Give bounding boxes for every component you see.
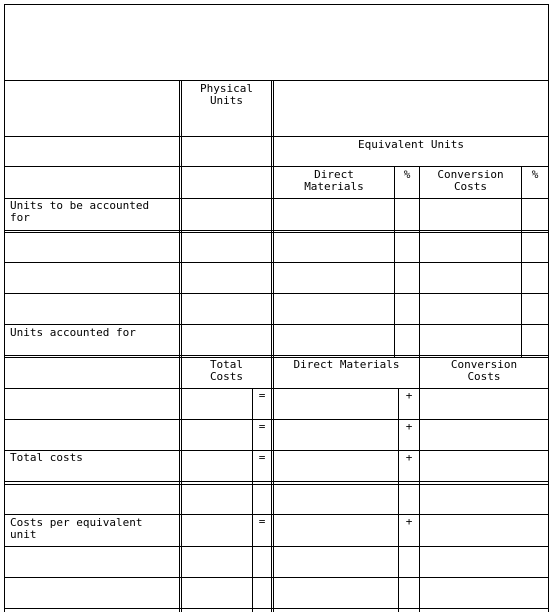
rule-v-181 bbox=[181, 80, 182, 612]
rule-h-324 bbox=[4, 324, 549, 325]
direct-materials-header: Direct Materials bbox=[304, 168, 364, 193]
rule-h-136 bbox=[4, 136, 549, 137]
cc-percent-header: % bbox=[531, 168, 539, 181]
units-accounted-for-label: Units accounted for bbox=[10, 326, 136, 339]
rule-h-355 bbox=[4, 355, 549, 356]
costs-per-equivalent-unit-label: Costs per equivalent unit bbox=[10, 516, 143, 541]
rule-h-293 bbox=[4, 293, 549, 294]
equals-sign: = bbox=[258, 515, 266, 528]
rule-h-419 bbox=[4, 419, 549, 420]
rule-v-271 bbox=[271, 80, 272, 612]
rule-h-484 bbox=[4, 484, 549, 485]
rule-h-230 bbox=[4, 230, 549, 231]
direct-materials-cost-header: Direct Materials bbox=[293, 358, 400, 371]
plus-sign: + bbox=[405, 515, 413, 528]
rule-h-166 bbox=[4, 166, 549, 167]
rule-h-232 bbox=[4, 232, 549, 233]
rule-h-450 bbox=[4, 450, 549, 451]
rule-h-388 bbox=[4, 388, 549, 389]
equivalent-units-header: Equivalent Units bbox=[358, 138, 464, 151]
rule-v-394 bbox=[394, 166, 395, 357]
border-right bbox=[548, 4, 549, 612]
rule-h-481 bbox=[4, 481, 549, 482]
physical-units-header: Physical Units bbox=[200, 82, 253, 107]
border-left bbox=[4, 4, 5, 612]
units-to-be-accounted-for-label: Units to be accounted for bbox=[10, 199, 150, 224]
equals-sign: = bbox=[258, 420, 266, 433]
plus-sign: + bbox=[405, 389, 413, 402]
total-costs-header: Total Costs bbox=[209, 358, 244, 383]
conversion-costs-cost-header: Conversion Costs bbox=[450, 358, 518, 383]
rule-h-577 bbox=[4, 577, 549, 578]
equals-sign: = bbox=[258, 451, 266, 464]
rule-h-514 bbox=[4, 514, 549, 515]
plus-sign: + bbox=[405, 420, 413, 433]
rule-h-546 bbox=[4, 546, 549, 547]
rule-v-273 bbox=[273, 80, 274, 612]
rule-v-419-bottom bbox=[419, 357, 420, 612]
rule-v-419-top bbox=[419, 166, 420, 357]
border-top bbox=[4, 4, 549, 5]
plus-sign: + bbox=[405, 451, 413, 464]
rule-h-608 bbox=[4, 608, 549, 609]
rule-v-179 bbox=[179, 80, 180, 612]
total-costs-row-label: Total costs bbox=[10, 451, 83, 464]
dm-percent-header: % bbox=[403, 168, 411, 181]
rule-h-80 bbox=[4, 80, 549, 81]
conversion-costs-header: Conversion Costs bbox=[437, 168, 504, 193]
equals-sign: = bbox=[258, 389, 266, 402]
rule-h-262 bbox=[4, 262, 549, 263]
rule-v-521 bbox=[521, 166, 522, 357]
